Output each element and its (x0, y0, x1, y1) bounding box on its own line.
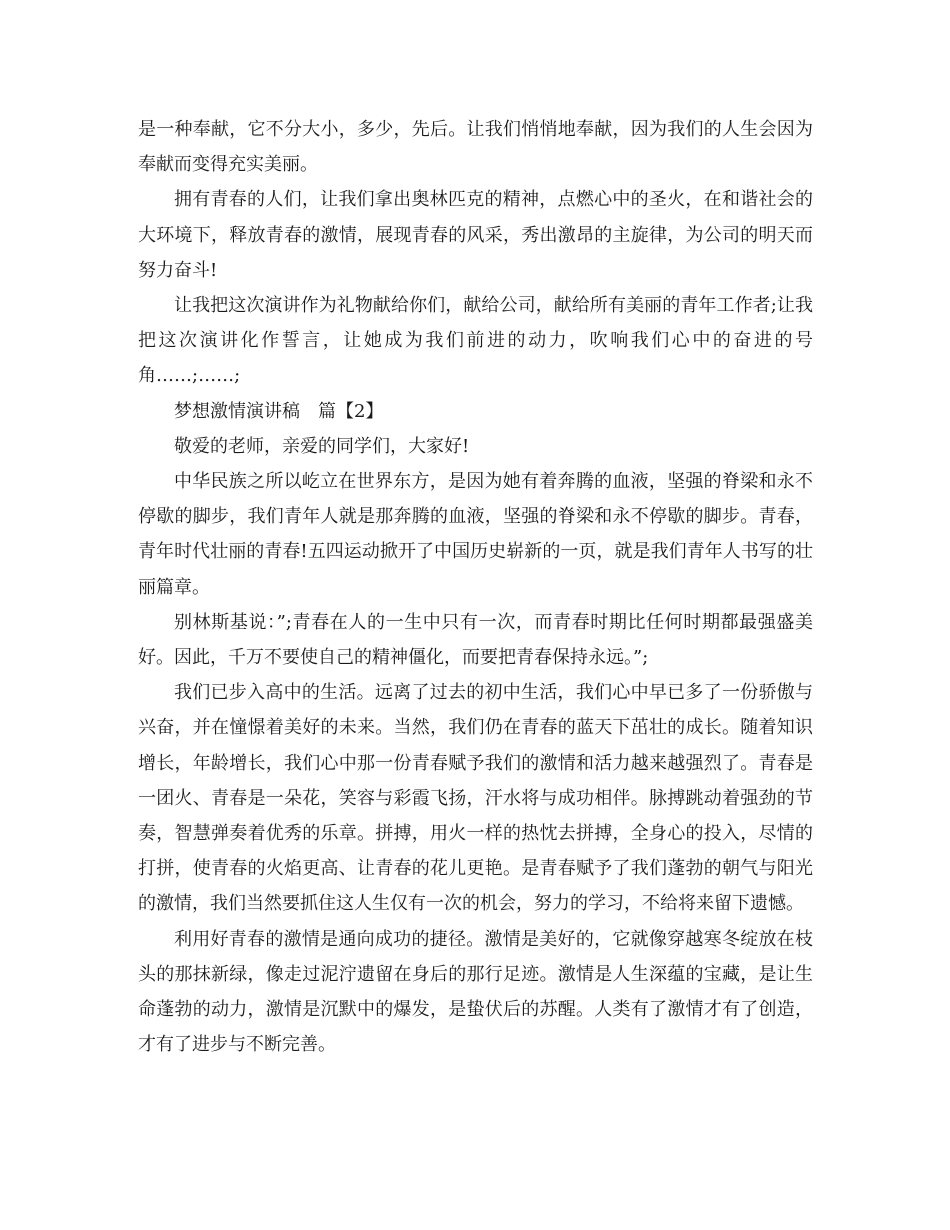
paragraph-8: 我们已步入高中的生活。远离了过去的初中生活，我们心中早已多了一份骄傲与兴奋，并在憧憬着美好的未来。当然，我们仍在青春的蓝天下茁壮的成长。随着知识增长，年龄增长，我们心中那一份青春赋予我们的激情和活力越来越强烈了。青春是一团火、青春是一朵花，笑容与彩霞飞扬，汗水将与成功相伴。脉搏跳动着强劲的节奏，智慧弹奏着优秀的乐章。拼搏，用火一样的热忱去拼搏，全身心的投入，尽情的打拼，使青春的火焰更高、让青春的花儿更艳。是青春赋予了我们蓬勃的朝气与阳光的激情，我们当然要抓住这人生仅有一次的机会，努力的学习，不给将来留下遗憾。 (138, 682, 813, 915)
paragraph-7: 别林斯基说：”;青春在人的一生中只有一次，而青春时期比任何时期都最强盛美好。因此，千万不要使自己的精神僵化，而要把青春保持永远。”; (138, 611, 813, 669)
paragraph-6: 中华民族之所以屹立在世界东方，是因为她有着奔腾的血液，坚强的脊梁和永不停歇的脚步，我们青年人就是那奔腾的血液，坚强的脊梁和永不停歇的脚步。青春，青年时代壮丽的青春!五四运动掀开了中国历史崭新的一页，就是我们青年人书写的壮丽篇章。 (138, 471, 813, 598)
paragraph-1: 是一种奉献，它不分大小，多少，先后。让我们悄悄地奉献，因为我们的人生会因为奉献而变得充实美丽。 (138, 119, 813, 176)
section-heading: 梦想激情演讲稿 篇【2】 (174, 400, 384, 422)
paragraph-2: 拥有青春的人们，让我们拿出奥林匹克的精神，点燃心中的圣火，在和谐社会的大环境下，释放青春的激情，展现青春的风采，秀出激昂的主旋律，为公司的明天而努力奋斗! (138, 189, 813, 281)
paragraph-9: 利用好青春的激情是通向成功的捷径。激情是美好的，它就像穿越寒冬绽放在枝头的那抹新绿，像走过泥泞遗留在身后的那行足迹。激情是人生深蕴的宝藏，是让生命蓬勃的动力，激情是沉默中的爆发，是蛰伏后的苏醒。人类有了激情才有了创造，才有了进步与不断完善。 (138, 928, 813, 1056)
document-page (138, 112, 813, 1062)
greeting: 敬爱的老师，亲爱的同学们，大家好! (174, 435, 470, 457)
paragraph-3: 让我把这次演讲作为礼物献给你们，献给公司，献给所有美丽的青年工作者;让我把这次演讲化作誓言，让她成为我们前进的动力，吹响我们心中的奋进的号角……;……; (138, 295, 813, 387)
